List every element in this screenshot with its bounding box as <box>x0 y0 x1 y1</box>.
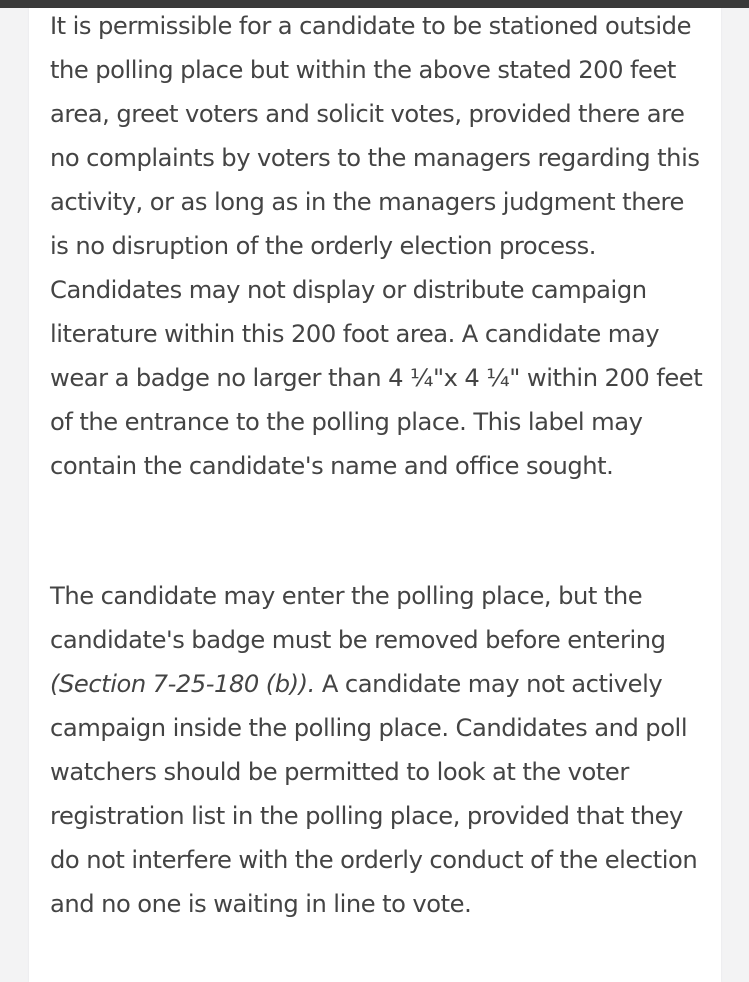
paragraph-candidate-stationing: It is permissible for a candidate to be stationed outside the polling place but within the above stated 200 feet area, greet voters and solicit votes, provided there are no complaints by voters to the managers regarding this activity, or as long as in the managers judgment there is no disruption of the orderly election process. Candidates may not display or distribute campaign literature within this 200 foot area. A candidate may wear a badge no larger than 4 ¼"x 4 ¼" within 200 feet of the entrance to the polling place. This label may contain the candidate's name and office sought. <box>50 12 703 480</box>
paragraph-2-text-before: The candidate may enter the polling place, but the candidate's badge must be removed before entering <box>50 582 666 654</box>
paragraph-2-text-after: A candidate may not actively campaign inside the polling place. Candidates and poll watchers should be permitted to look at the voter registration list in the polling place, provided that they do not interfere with the orderly conduct of the election and no one is waiting in line to vote. <box>50 670 698 918</box>
paragraph-candidate-entry <box>50 574 705 926</box>
section-citation: (Section 7-25-180 (b)). <box>50 670 315 698</box>
